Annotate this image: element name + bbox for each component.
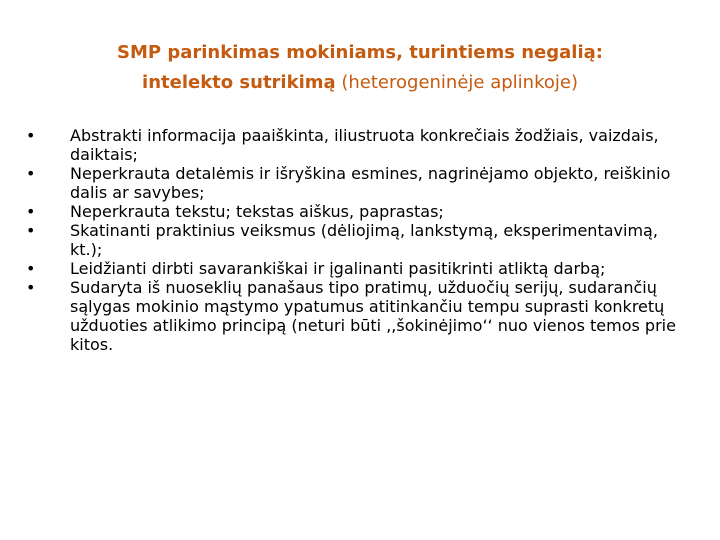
list-item-text: Sudaryta iš nuoseklių panašaus tipo pratimų, užduočių serijų, sudarančių sąlygas mokinio mąstymo ypatumus atitinkančiu tempu suprasti konkretų užduoties atlikimo principą (neturi būti ,,šokinėjimo‘‘ nuo vienos temos prie kitos.	[70, 278, 676, 354]
title-line2-normal: (heterogeninėje aplinkoje)	[335, 72, 578, 93]
bullet-icon: •	[26, 126, 36, 145]
slide-title	[60, 38, 660, 98]
bullet-icon: •	[26, 164, 36, 183]
bullet-icon: •	[26, 259, 36, 278]
list-item-text: Neperkrauta tekstu; tekstas aiškus, paprastas;	[70, 202, 444, 221]
bullet-icon: •	[26, 202, 36, 221]
list-item	[26, 202, 686, 221]
list-item	[26, 278, 686, 354]
list-item	[26, 259, 686, 278]
list-item-text: Neperkrauta detalėmis ir išryškina esmines, nagrinėjamo objekto, reiškinio dalis ar savybes;	[70, 164, 671, 202]
title-line2-bold: intelekto sutrikimą	[142, 72, 336, 93]
list-item	[26, 126, 686, 164]
list-item-text: Skatinanti praktinius veiksmus (dėliojimą, lankstymą, eksperimentavimą, kt.);	[70, 221, 658, 259]
list-item	[26, 221, 686, 259]
list-item-text: Leidžianti dirbti savarankiškai ir įgalinanti pasitikrinti atliktą darbą;	[70, 259, 606, 278]
list-item	[26, 164, 686, 202]
bullet-icon: •	[26, 221, 36, 240]
bullet-list	[26, 126, 686, 354]
bullet-icon: •	[26, 278, 36, 297]
title-line1: SMP parinkimas mokiniams, turintiems negalią:	[117, 42, 603, 63]
list-item-text: Abstrakti informacija paaiškinta, iliustruota konkrečiais žodžiais, vaizdais, daiktais;	[70, 126, 659, 164]
